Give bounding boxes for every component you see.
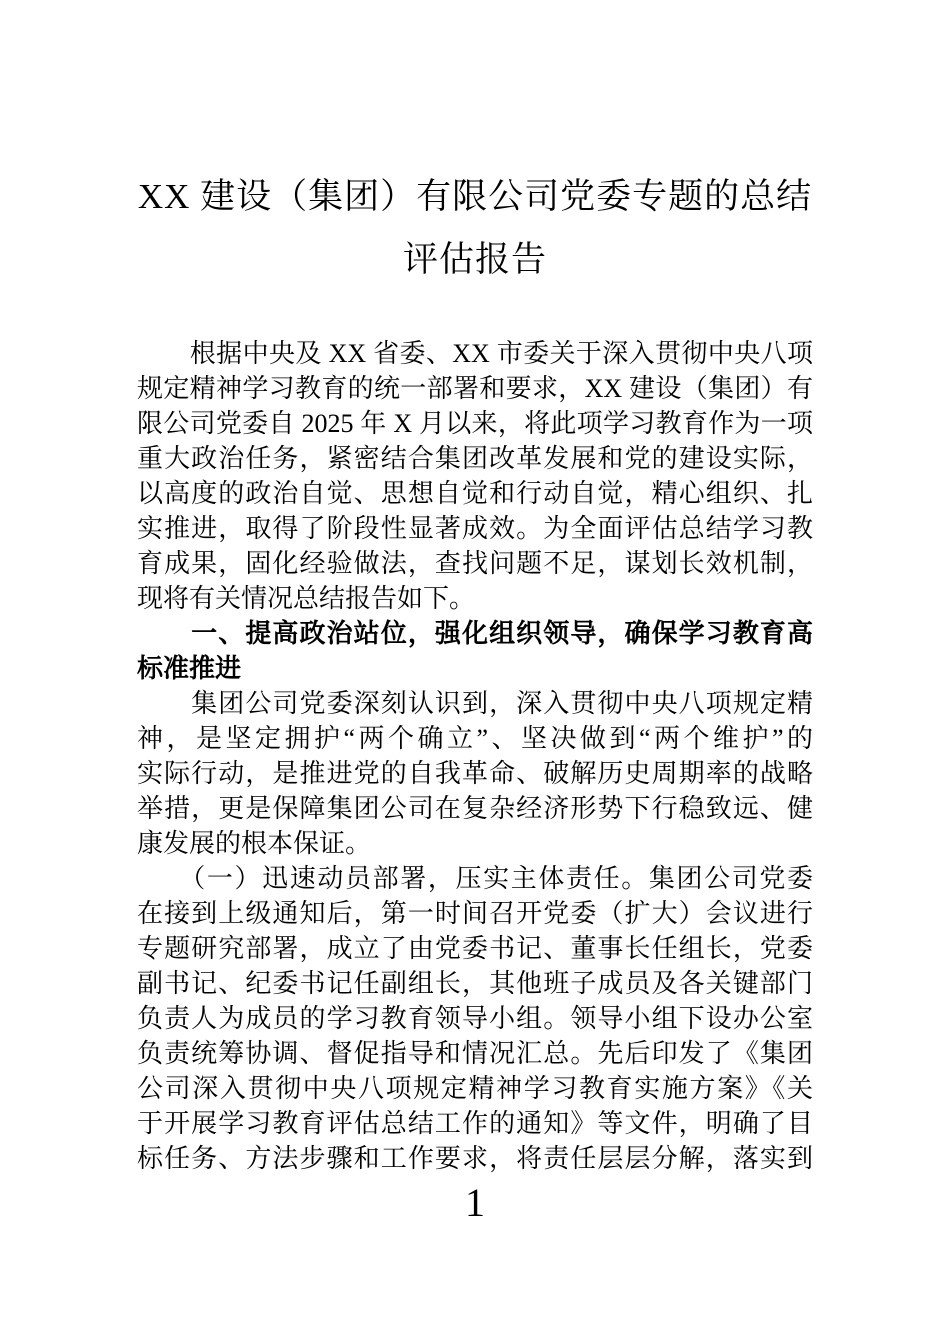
- text-line: （一）迅速动员部署，压实主体责任。集团公司党委: [137, 864, 813, 893]
- text-line: 副书记、纪委书记任副组长，其他班子成员及各关键部门: [137, 969, 813, 998]
- text-line: 规定精神学习教育的统一部署和要求，XX 建设（集团）有: [137, 374, 813, 403]
- title-line-1: XX 建设（集团）有限公司党委专题的总结: [137, 177, 813, 216]
- text-line: 神，是坚定拥护“两个确立”、坚决做到“两个维护”的: [137, 724, 813, 753]
- text-line: 专题研究部署，成立了由党委书记、董事长任组长，党委: [137, 934, 813, 963]
- section-heading: [137, 616, 813, 686]
- document-title: [137, 165, 813, 291]
- text-line: 实际行动，是推进党的自我革命、破解历史周期率的战略: [137, 759, 813, 788]
- text-line: 康发展的根本保证。: [137, 829, 372, 858]
- text-line: 育成果，固化经验做法，查找问题不足，谋划长效机制，: [137, 549, 813, 578]
- text-line: 公司深入贯彻中央八项规定精神学习教育实施方案》《关: [137, 1074, 813, 1103]
- text-line: 现将有关情况总结报告如下。: [137, 584, 476, 613]
- text-line: 负责统筹协调、督促指导和情况汇总。先后印发了《集团: [137, 1039, 813, 1068]
- text-line: 在接到上级通知后，第一时间召开党委（扩大）会议进行: [137, 899, 813, 928]
- paragraph: [137, 336, 813, 616]
- text-line: 举措，更是保障集团公司在复杂经济形势下行稳致远、健: [137, 794, 813, 823]
- title-line-2: 评估报告: [402, 240, 547, 279]
- text-line: 负责人为成员的学习教育领导小组。领导小组下设办公室: [137, 1004, 813, 1033]
- paragraph: [137, 861, 813, 1176]
- paragraph: [137, 686, 813, 861]
- text-line: 重大政治任务，紧密结合集团改革发展和党的建设实际，: [137, 444, 813, 473]
- text-line: 以高度的政治自觉、思想自觉和行动自觉，精心组织、扎: [137, 479, 813, 508]
- text-line: 标任务、方法步骤和工作要求，将责任层层分解，落实到: [137, 1144, 813, 1173]
- text-line: 标准推进: [137, 653, 242, 683]
- document-body: [137, 336, 813, 1176]
- text-line: 一、提高政治站位，强化组织领导，确保学习教育高: [137, 618, 813, 648]
- text-line: 于开展学习教育评估总结工作的通知》等文件，明确了目: [137, 1109, 813, 1138]
- text-line: 根据中央及 XX 省委、XX 市委关于深入贯彻中央八项: [137, 339, 813, 368]
- text-line: 限公司党委自 2025 年 X 月以来，将此项学习教育作为一项: [137, 409, 813, 438]
- text-line: 实推进，取得了阶段性显著成效。为全面评估总结学习教: [137, 514, 813, 543]
- text-line: 集团公司党委深刻认识到，深入贯彻中央八项规定精: [137, 689, 813, 718]
- page-number: 1: [465, 1180, 485, 1225]
